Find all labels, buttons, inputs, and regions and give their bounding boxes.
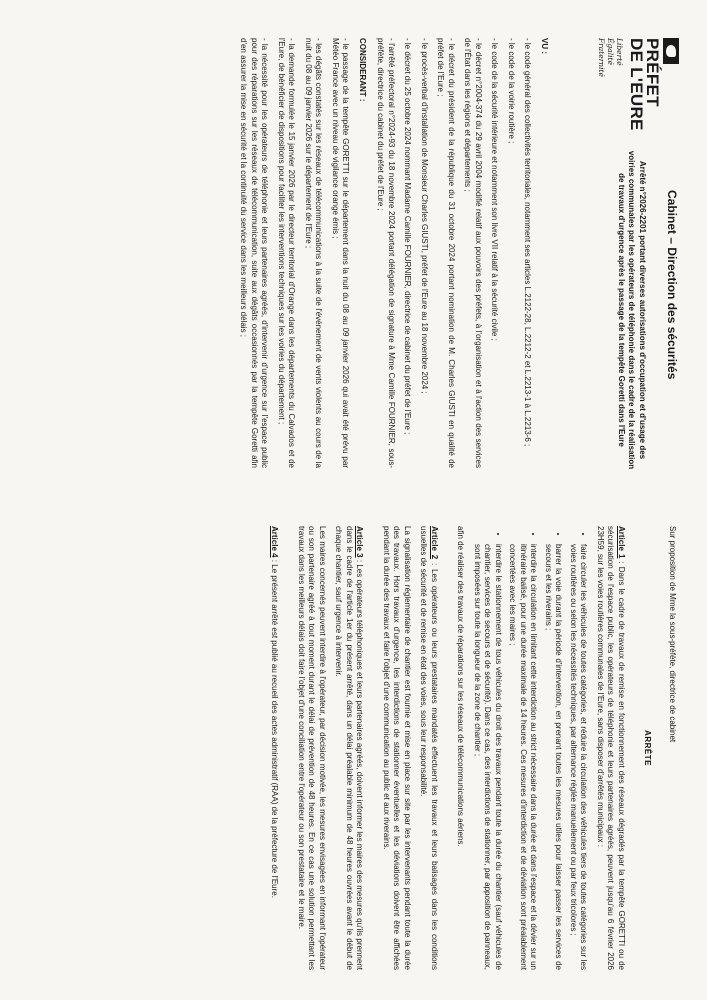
devise <box>597 38 624 148</box>
article-4-label: Article 4 <box>270 526 280 558</box>
vu-item: - le décret du 25 octobre 2024 nommant Madame Camille FOURNIER, directrice de cabinet du préfet de l'Eure ; <box>403 38 413 435</box>
arrete-heading: ARRÊTE <box>643 730 653 766</box>
article-1-bullet: • interdire la circulation en limitant cette interdiction au strict nécessaire dans la durée et dans l'espace et la dévier sur un itinéraire balisé, pour une durée maximale de 14 heures. Ces mesures d'interdiction et de déviation sont préalablement concertées avec les maires ; <box>507 544 539 970</box>
article-1-bullet: • faire circuler les véhicules de toutes catégories, et réduire la circulation des véhicules tiers de toutes catégories sur les voies routières ou selon les nécessités techniques, par alternance réglée manuellement ou par feux tricolores ; <box>568 544 589 970</box>
devise-egalite: Égalité <box>606 38 615 65</box>
prefet-logo <box>597 38 679 148</box>
considerant-item: - la nécessité pour les opérateurs de téléphonie et leurs partenaires agréés, d'intervenir d'urgence sur l'espace public pour des réparations sur les réseaux de télécommunication, suite aux dégâts occasionnés par la tempête Goretti afin d'en assurer la mise en sécurité et la continuité du service dans les meilleurs délais ; <box>239 38 270 468</box>
vu-heading: VU : <box>540 38 549 54</box>
article-4-text: : Le présent arrêté est publié au recueil des actes administratif (RAA) de la préfecture de l'Eure. <box>270 557 280 898</box>
article-2-label: Article 2 <box>430 526 439 560</box>
vu-item: - le procès-verbal d'installation de Monsieur Charles GIUSTI, préfet de l'Eure au 18 novembre 2024 ; <box>420 38 429 394</box>
vu-item: - le code de la sécurité intérieure et notamment son livre VII relatif à la sécurité civile ; <box>490 38 500 341</box>
considerant-item: - les dégâts constatés sur les réseaux de télécommunications à la suite de l'événement de vents violents au cours de la nuit du 08 au 09 janvier 2026 sur le département de l'Eure ; <box>304 38 324 468</box>
right-page <box>0 500 707 1000</box>
article-1-text: : Dans le cadre de travaux de remise en fonctionnement des réseaux dégradés par la tempête GORETTI ou de sécurisation de l'espace public, les opérateurs de téléphonie et leurs partenaires agréés, peuvent jusqu'au 6 février 2026 23H59, sur les voies routières communales de l'Eure, sans disposer d'arrêtés municipaux : <box>596 526 626 970</box>
considerant-item: - la demande formulée le 15 janvier 2026 par le directeur territorial d'Orange dans les départements du Calvados et de l'Eure, de bénéficier de dispositions pour faciliter les interventions techniques sur les voiries du département ; <box>277 38 297 468</box>
logo-line-2: DE L'EURE <box>627 38 646 131</box>
logo-line-1: PRÉFET <box>643 38 662 107</box>
vu-item: - le code général des collectivités territoriales, notamment ses articles L.2122-28, L.2212-2 et L.2213-1 à L.2213-6 ; <box>523 38 533 447</box>
left-body <box>232 38 557 468</box>
devise-fraternite: Fraternité <box>597 38 606 77</box>
article-2-text: : Les opérateurs ou leurs prestataires mandatés effectuent les travaux et leurs balisages dans les conditions usuelles de sécurité et de remise en état des voies, sous leur responsabilité. <box>419 526 439 970</box>
marianne-icon <box>663 38 679 64</box>
article-1-bullet: • interdire le stationnement de tous véhicules du droit des travaux pendant toute la durée du chantier (sauf véhicules de chantier, services de secours et de sécurité). Dans ce cas, des interdictions de stationner, par apposition de panneaux, sont imposées sur toute la longueur de la zone de chantier ; <box>472 544 504 970</box>
proposal-line: Sur proposition de Mme la sous-préfète, directrice de cabinet <box>668 526 677 743</box>
article-3-text: : Les opérateurs téléphoniques et leurs partenaires agréés, doivent informer les maires des mesures qu'ils prennent dans le cadre de l'article 1er du présent arrêté, dans un délai préalable minimum de 48 heures ouvrées avant le début de chaque chantier, sauf urgence à intervenir. <box>334 526 365 970</box>
vu-item: - le décret du président de la république du 31 octobre 2024 portant nomination de M. Charles GIUSTI en qualité de préfet de l'Eure ; <box>436 38 456 468</box>
vu-item: - le décret n°2004-374 du 29 avril 2004 modifié relatif aux pouvoirs des préfets, à l'organisation et à l'action des services de l'État dans les régions et départements ; <box>463 38 483 468</box>
department-heading: Cabinet – Direction des sécurités <box>665 190 679 380</box>
article-1-list <box>472 526 589 970</box>
article-1-label: Article 1 <box>617 526 626 559</box>
arrete-title: Arrêté n°2026-2201 portant diverses autorisations d'occupation et d'usage des voiries communales par les opérateurs de téléphonie dans le cadre de la réalisation de travaux d'urgence après le passage de la tempête Goretti dans l'Eure <box>617 150 647 470</box>
article-3 <box>333 526 365 970</box>
article-2 <box>418 526 439 970</box>
vu-item: - l'arrêté préfectoral n°2024-93 du 18 novembre 2024 portant délégation de signature à Mme Camille FOURNIER, sous-préfète, directrice du cabinet du préfet de l'Eure ; <box>376 38 396 468</box>
considerant-heading: CONSIDERANT : <box>358 38 367 102</box>
article-3-para: Les maires concernés peuvent interdire à l'opérateur, par décision motivée, les mesures envisagées en informant l'opérateur ou son partenaire agréé à tout moment durant le délai de prévention de 48 heures. En ce cas une solution permettant les travaux dans les meilleurs délais doit faire l'objet d'une conciliation entre l'opérateur ou son prestataire et le maire. <box>297 526 327 970</box>
devise-liberte: Liberté <box>615 38 624 66</box>
article-1-closing: afin de réaliser des travaux de réparations sur les réseaux de télécommunications aériens. <box>456 526 466 847</box>
article-3-label: Article 3 <box>355 526 365 558</box>
vu-item: - le code de la voirie routière ; <box>507 38 516 144</box>
article-4 <box>269 526 280 970</box>
article-1-bullet: • barrer la voie durant la période d'intervention, en prenant toutes les mesures utiles pour laisser passer les services de secours et les riverains ; <box>543 544 564 970</box>
article-2-para: La signalisation réglementaire de chantier est fournie et mise en place sur site par les intervenants pendant toute la durée des travaux. Hors travaux d'urgence, les interdictions de stationner éventuelles et les déviations doivent être affichées pendant la durée des travaux et faire l'objet d'une communication au public et aux riverains. <box>382 526 412 970</box>
considerant-item: - le passage de la tempête GORETTI sur le département dans la nuit du 08 au 09 janvier 2026 qui avait été prévu par Météo France avec un niveau de vigilance orange émis ; <box>331 38 351 468</box>
article-1 <box>595 526 627 970</box>
